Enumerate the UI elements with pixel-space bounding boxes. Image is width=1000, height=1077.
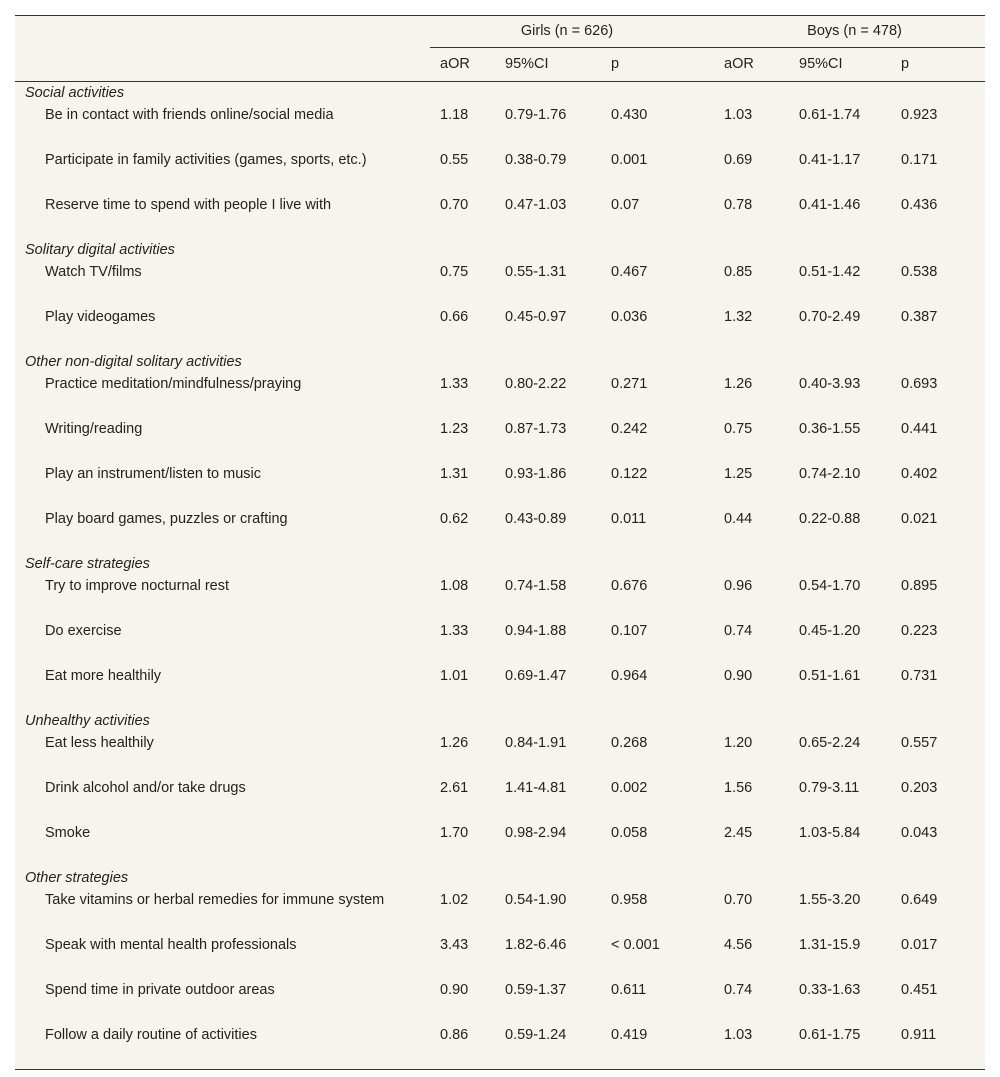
cell-boys-ci: 0.40-3.93 bbox=[799, 376, 861, 392]
cell-girls-aor: 0.62 bbox=[440, 511, 469, 527]
cell-boys-p: 0.557 bbox=[901, 735, 938, 751]
table-row bbox=[15, 665, 985, 710]
table-row bbox=[15, 508, 985, 553]
cell-girls-aor: 1.08 bbox=[440, 578, 469, 594]
table-row bbox=[15, 889, 985, 934]
table-row bbox=[15, 418, 985, 463]
cell-boys-p: 0.731 bbox=[901, 668, 938, 684]
row-label: Take vitamins or herbal remedies for immune system bbox=[45, 892, 385, 908]
cell-girls-p: 0.419 bbox=[611, 1027, 648, 1043]
cell-girls-aor: 1.23 bbox=[440, 421, 469, 437]
row-label: Eat more healthily bbox=[45, 668, 162, 684]
header-label-blank bbox=[15, 48, 430, 82]
cell-boys-ci: 0.36-1.55 bbox=[799, 421, 861, 437]
cell-boys-ci: 0.79-3.11 bbox=[799, 780, 860, 796]
cell-girls-p: 0.058 bbox=[611, 825, 648, 841]
section-row bbox=[15, 351, 985, 373]
cell-girls-p: 0.430 bbox=[611, 107, 648, 123]
col-header-boys-aor: aOR bbox=[724, 48, 799, 82]
col-header-girls-aor: aOR bbox=[430, 48, 505, 82]
table-row bbox=[15, 463, 985, 508]
cell-boys-p: 0.895 bbox=[901, 578, 938, 594]
cell-boys-aor: 0.70 bbox=[724, 892, 753, 908]
boys-group-header: Boys (n = 478) bbox=[724, 16, 985, 48]
cell-girls-aor: 0.90 bbox=[440, 982, 469, 998]
row-label: Writing/reading bbox=[45, 421, 143, 437]
row-label: Eat less healthily bbox=[45, 735, 154, 751]
cell-boys-ci: 0.41-1.46 bbox=[799, 197, 861, 213]
cell-girls-ci: 0.80-2.22 bbox=[505, 376, 567, 392]
cell-girls-ci: 0.74-1.58 bbox=[505, 578, 567, 594]
cell-girls-aor: 1.18 bbox=[440, 107, 469, 123]
cell-boys-aor: 1.56 bbox=[724, 780, 753, 796]
section-title: Social activities bbox=[25, 85, 125, 101]
row-label: Participate in family activities (games, sports, etc.) bbox=[45, 152, 367, 168]
cell-boys-ci: 0.54-1.70 bbox=[799, 578, 861, 594]
cell-boys-ci: 0.41-1.17 bbox=[799, 152, 861, 168]
cell-boys-aor: 1.25 bbox=[724, 466, 753, 482]
table-row bbox=[15, 1024, 985, 1069]
cell-girls-aor: 1.31 bbox=[440, 466, 469, 482]
cell-boys-ci: 1.55-3.20 bbox=[799, 892, 861, 908]
section-row bbox=[15, 82, 985, 105]
cell-boys-ci: 0.51-1.42 bbox=[799, 264, 861, 280]
cell-girls-ci: 0.47-1.03 bbox=[505, 197, 567, 213]
table-row bbox=[15, 620, 985, 665]
cell-girls-aor: 0.75 bbox=[440, 264, 469, 280]
cell-girls-ci: 0.87-1.73 bbox=[505, 421, 567, 437]
table-row bbox=[15, 979, 985, 1024]
cell-boys-ci: 0.33-1.63 bbox=[799, 982, 861, 998]
cell-girls-p: 0.107 bbox=[611, 623, 648, 639]
cell-boys-p: 0.203 bbox=[901, 780, 938, 796]
cell-girls-ci: 0.54-1.90 bbox=[505, 892, 567, 908]
cell-boys-aor: 0.78 bbox=[724, 197, 753, 213]
cell-girls-ci: 0.69-1.47 bbox=[505, 668, 567, 684]
cell-girls-p: 0.011 bbox=[611, 511, 647, 527]
cell-boys-ci: 0.65-2.24 bbox=[799, 735, 861, 751]
cell-girls-ci: 0.94-1.88 bbox=[505, 623, 567, 639]
row-label: Drink alcohol and/or take drugs bbox=[45, 780, 246, 796]
table-row bbox=[15, 934, 985, 979]
col-header-boys-p: p bbox=[901, 48, 985, 82]
cell-girls-ci: 0.55-1.31 bbox=[505, 264, 567, 280]
cell-girls-p: 0.242 bbox=[611, 421, 648, 437]
cell-girls-p: 0.271 bbox=[611, 376, 648, 392]
row-label: Smoke bbox=[45, 825, 91, 841]
table-row bbox=[15, 306, 985, 351]
row-label: Practice meditation/mindfulness/praying bbox=[45, 376, 302, 392]
cell-boys-ci: 0.45-1.20 bbox=[799, 623, 861, 639]
col-header-boys-ci: 95%CI bbox=[799, 48, 901, 82]
cell-boys-p: 0.693 bbox=[901, 376, 938, 392]
cell-boys-ci: 0.61-1.75 bbox=[799, 1027, 861, 1043]
cell-girls-aor: 1.02 bbox=[440, 892, 469, 908]
cell-girls-aor: 1.01 bbox=[440, 668, 469, 684]
table-row bbox=[15, 732, 985, 777]
section-title: Self-care strategies bbox=[25, 556, 150, 572]
cell-boys-aor: 1.32 bbox=[724, 309, 753, 325]
row-label: Do exercise bbox=[45, 623, 122, 639]
table-header bbox=[15, 16, 985, 82]
cell-girls-p: 0.958 bbox=[611, 892, 648, 908]
section-row bbox=[15, 867, 985, 889]
section-row bbox=[15, 553, 985, 575]
cell-boys-p: 0.223 bbox=[901, 623, 938, 639]
cell-boys-ci: 0.74-2.10 bbox=[799, 466, 861, 482]
cell-girls-ci: 0.45-0.97 bbox=[505, 309, 567, 325]
cell-girls-aor: 1.26 bbox=[440, 735, 469, 751]
cell-boys-p: 0.043 bbox=[901, 825, 938, 841]
section-row bbox=[15, 710, 985, 732]
cell-boys-aor: 4.56 bbox=[724, 937, 753, 953]
cell-boys-aor: 0.69 bbox=[724, 152, 753, 168]
cell-girls-aor: 2.61 bbox=[440, 780, 469, 796]
cell-girls-ci: 1.41-4.81 bbox=[505, 780, 567, 796]
cell-boys-p: 0.017 bbox=[901, 937, 938, 953]
row-label: Play an instrument/listen to music bbox=[45, 466, 261, 482]
results-table-container bbox=[15, 15, 985, 1070]
cell-boys-p: 0.538 bbox=[901, 264, 938, 280]
cell-boys-aor: 1.20 bbox=[724, 735, 753, 751]
cell-boys-p: 0.021 bbox=[901, 511, 938, 527]
cell-girls-p: 0.676 bbox=[611, 578, 648, 594]
cell-girls-ci: 0.79-1.76 bbox=[505, 107, 567, 123]
cell-girls-p: 0.07 bbox=[611, 197, 640, 213]
cell-girls-aor: 0.86 bbox=[440, 1027, 469, 1043]
cell-boys-aor: 1.03 bbox=[724, 107, 753, 123]
table-row bbox=[15, 261, 985, 306]
cell-boys-p: 0.923 bbox=[901, 107, 938, 123]
col-header-girls-ci: 95%CI bbox=[505, 48, 611, 82]
section-row bbox=[15, 239, 985, 261]
cell-boys-p: 0.436 bbox=[901, 197, 938, 213]
cell-boys-aor: 0.44 bbox=[724, 511, 753, 527]
cell-boys-ci: 1.31-15.9 bbox=[799, 937, 861, 953]
cell-boys-aor: 1.26 bbox=[724, 376, 753, 392]
section-title: Solitary digital activities bbox=[25, 242, 175, 258]
table-row bbox=[15, 104, 985, 149]
cell-girls-ci: 0.84-1.91 bbox=[505, 735, 567, 751]
cell-girls-ci: 0.59-1.37 bbox=[505, 982, 567, 998]
cell-girls-ci: 1.82-6.46 bbox=[505, 937, 567, 953]
cell-girls-aor: 1.33 bbox=[440, 623, 469, 639]
cell-girls-aor: 0.55 bbox=[440, 152, 469, 168]
row-label: Reserve time to spend with people I live with bbox=[45, 197, 332, 213]
section-title: Unhealthy activities bbox=[25, 713, 150, 729]
cell-boys-aor: 0.75 bbox=[724, 421, 753, 437]
girls-group-header: Girls (n = 626) bbox=[430, 16, 724, 48]
header-blank bbox=[15, 16, 430, 48]
cell-boys-p: 0.387 bbox=[901, 309, 938, 325]
section-title: Other non-digital solitary activities bbox=[25, 354, 242, 370]
cell-boys-p: 0.441 bbox=[901, 421, 938, 437]
row-label: Follow a daily routine of activities bbox=[45, 1027, 257, 1043]
results-table bbox=[15, 16, 985, 1069]
cell-girls-p: 0.002 bbox=[611, 780, 648, 796]
cell-boys-ci: 0.22-0.88 bbox=[799, 511, 861, 527]
cell-boys-ci: 1.03-5.84 bbox=[799, 825, 861, 841]
cell-boys-aor: 0.85 bbox=[724, 264, 753, 280]
cell-boys-p: 0.402 bbox=[901, 466, 938, 482]
table-row bbox=[15, 194, 985, 239]
cell-girls-ci: 0.59-1.24 bbox=[505, 1027, 567, 1043]
cell-girls-aor: 3.43 bbox=[440, 937, 469, 953]
cell-girls-aor: 1.33 bbox=[440, 376, 469, 392]
row-label: Spend time in private outdoor areas bbox=[45, 982, 275, 998]
cell-boys-aor: 0.96 bbox=[724, 578, 753, 594]
cell-boys-aor: 0.90 bbox=[724, 668, 753, 684]
cell-boys-aor: 2.45 bbox=[724, 825, 753, 841]
cell-boys-p: 0.649 bbox=[901, 892, 938, 908]
cell-girls-p: 0.268 bbox=[611, 735, 648, 751]
table-row bbox=[15, 822, 985, 867]
cell-girls-aor: 0.66 bbox=[440, 309, 469, 325]
section-title: Other strategies bbox=[25, 870, 129, 886]
cell-girls-p: 0.001 bbox=[611, 152, 648, 168]
cell-girls-ci: 0.98-2.94 bbox=[505, 825, 567, 841]
cell-girls-ci: 0.93-1.86 bbox=[505, 466, 567, 482]
cell-boys-ci: 0.61-1.74 bbox=[799, 107, 861, 123]
row-label: Play board games, puzzles or crafting bbox=[45, 511, 288, 527]
cell-girls-p: 0.964 bbox=[611, 668, 648, 684]
table-row bbox=[15, 777, 985, 822]
row-label: Be in contact with friends online/social media bbox=[45, 107, 334, 123]
table-row bbox=[15, 373, 985, 418]
col-header-girls-p: p bbox=[611, 48, 724, 82]
row-label: Speak with mental health professionals bbox=[45, 937, 297, 953]
row-label: Watch TV/films bbox=[45, 264, 142, 280]
cell-boys-p: 0.911 bbox=[901, 1027, 937, 1043]
cell-girls-ci: 0.43-0.89 bbox=[505, 511, 567, 527]
cell-girls-p: < 0.001 bbox=[611, 937, 660, 953]
cell-boys-p: 0.171 bbox=[901, 152, 938, 168]
cell-boys-aor: 0.74 bbox=[724, 982, 753, 998]
cell-girls-p: 0.467 bbox=[611, 264, 648, 280]
row-label: Try to improve nocturnal rest bbox=[45, 578, 229, 594]
cell-girls-ci: 0.38-0.79 bbox=[505, 152, 567, 168]
cell-boys-aor: 1.03 bbox=[724, 1027, 753, 1043]
cell-girls-aor: 1.70 bbox=[440, 825, 469, 841]
cell-girls-p: 0.611 bbox=[611, 982, 647, 998]
row-label: Play videogames bbox=[45, 309, 156, 325]
cell-girls-p: 0.122 bbox=[611, 466, 648, 482]
cell-boys-p: 0.451 bbox=[901, 982, 938, 998]
cell-boys-ci: 0.70-2.49 bbox=[799, 309, 861, 325]
cell-boys-aor: 0.74 bbox=[724, 623, 753, 639]
table-row bbox=[15, 575, 985, 620]
cell-girls-aor: 0.70 bbox=[440, 197, 469, 213]
table-body bbox=[15, 82, 985, 1070]
cell-girls-p: 0.036 bbox=[611, 309, 648, 325]
table-row bbox=[15, 149, 985, 194]
cell-boys-ci: 0.51-1.61 bbox=[799, 668, 861, 684]
